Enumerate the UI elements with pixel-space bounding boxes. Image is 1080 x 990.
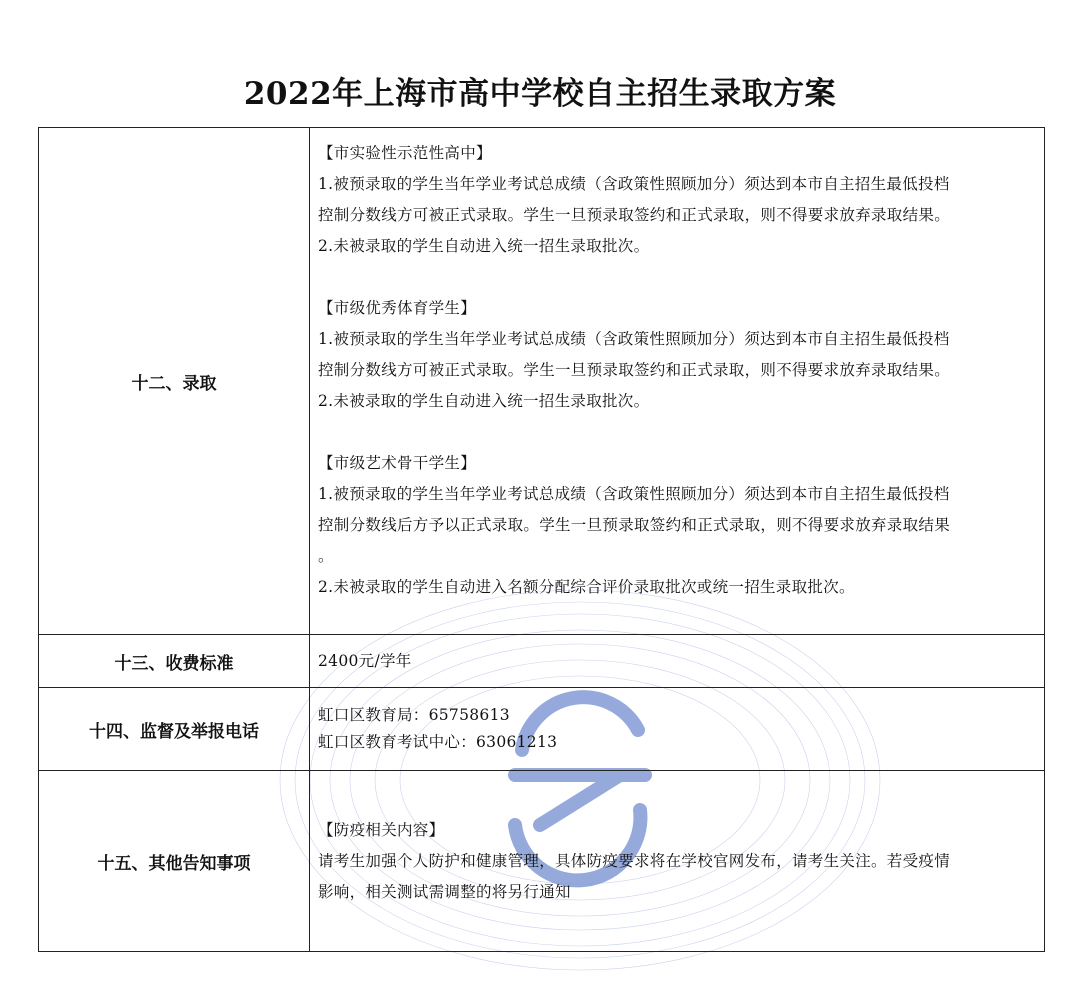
row-content-fee: 2400元/学年 [310, 635, 1045, 688]
section-line: 控制分数线后方予以正式录取。学生一旦预录取签约和正式录取，则不得要求放弃录取结果 [318, 516, 951, 534]
section-heading: 【市级艺术骨干学生】 [318, 454, 477, 472]
row-content-admission [310, 128, 1045, 635]
section-line: 。 [318, 547, 334, 565]
section-heading: 【市级优秀体育学生】 [318, 299, 477, 317]
row-content-contact [310, 688, 1045, 771]
section-line: 1.被预录取的学生当年学业考试总成绩（含政策性照顾加分）须达到本市自主招生最低投档 [318, 485, 950, 503]
section-line: 2.未被录取的学生自动进入统一招生录取批次。 [318, 237, 650, 255]
section-line: 1.被预录取的学生当年学业考试总成绩（含政策性照顾加分）须达到本市自主招生最低投档 [318, 175, 950, 193]
section-heading: 【市实验性示范性高中】 [318, 144, 492, 162]
section-line: 请考生加强个人防护和健康管理，具体防疫要求将在学校官网发布，请考生关注。若受疫情 [318, 851, 951, 870]
row-label-contact: 十四、监督及举报电话 [39, 688, 310, 771]
section-experimental-high-school [318, 138, 1040, 262]
row-label-other: 十五、其他告知事项 [39, 771, 310, 952]
contact-line: 虹口区教育局：65758613 [318, 706, 510, 724]
section-line: 控制分数线方可被正式录取。学生一旦预录取签约和正式录取，则不得要求放弃录取结果。 [318, 206, 951, 224]
document-title: 2022年上海市高中学校自主招生录取方案 [243, 76, 837, 112]
table-row-admission [39, 128, 1045, 635]
section-line: 2.未被录取的学生自动进入名额分配综合评价录取批次或统一招生录取批次。 [318, 578, 855, 596]
section-art-students [318, 448, 1040, 603]
row-content-other [310, 771, 1045, 952]
table-row-fee [39, 635, 1045, 688]
section-line: 影响，相关测试需调整的将另行通知 [318, 882, 571, 901]
section-line: 2.未被录取的学生自动进入统一招生录取批次。 [318, 392, 650, 410]
section-line: 1.被预录取的学生当年学业考试总成绩（含政策性照顾加分）须达到本市自主招生最低投档 [318, 330, 950, 348]
admission-plan-table [38, 127, 1045, 952]
table-row-other [39, 771, 1045, 952]
row-label-fee: 十三、收费标准 [39, 635, 310, 688]
table-row-contact [39, 688, 1045, 771]
section-heading: 【防疫相关内容】 [318, 820, 445, 839]
section-line: 控制分数线方可被正式录取。学生一旦预录取签约和正式录取，则不得要求放弃录取结果。 [318, 361, 951, 379]
row-label-admission: 十二、录取 [39, 128, 310, 635]
contact-line: 虹口区教育考试中心：63061213 [318, 733, 558, 751]
section-sports-students [318, 293, 1040, 417]
